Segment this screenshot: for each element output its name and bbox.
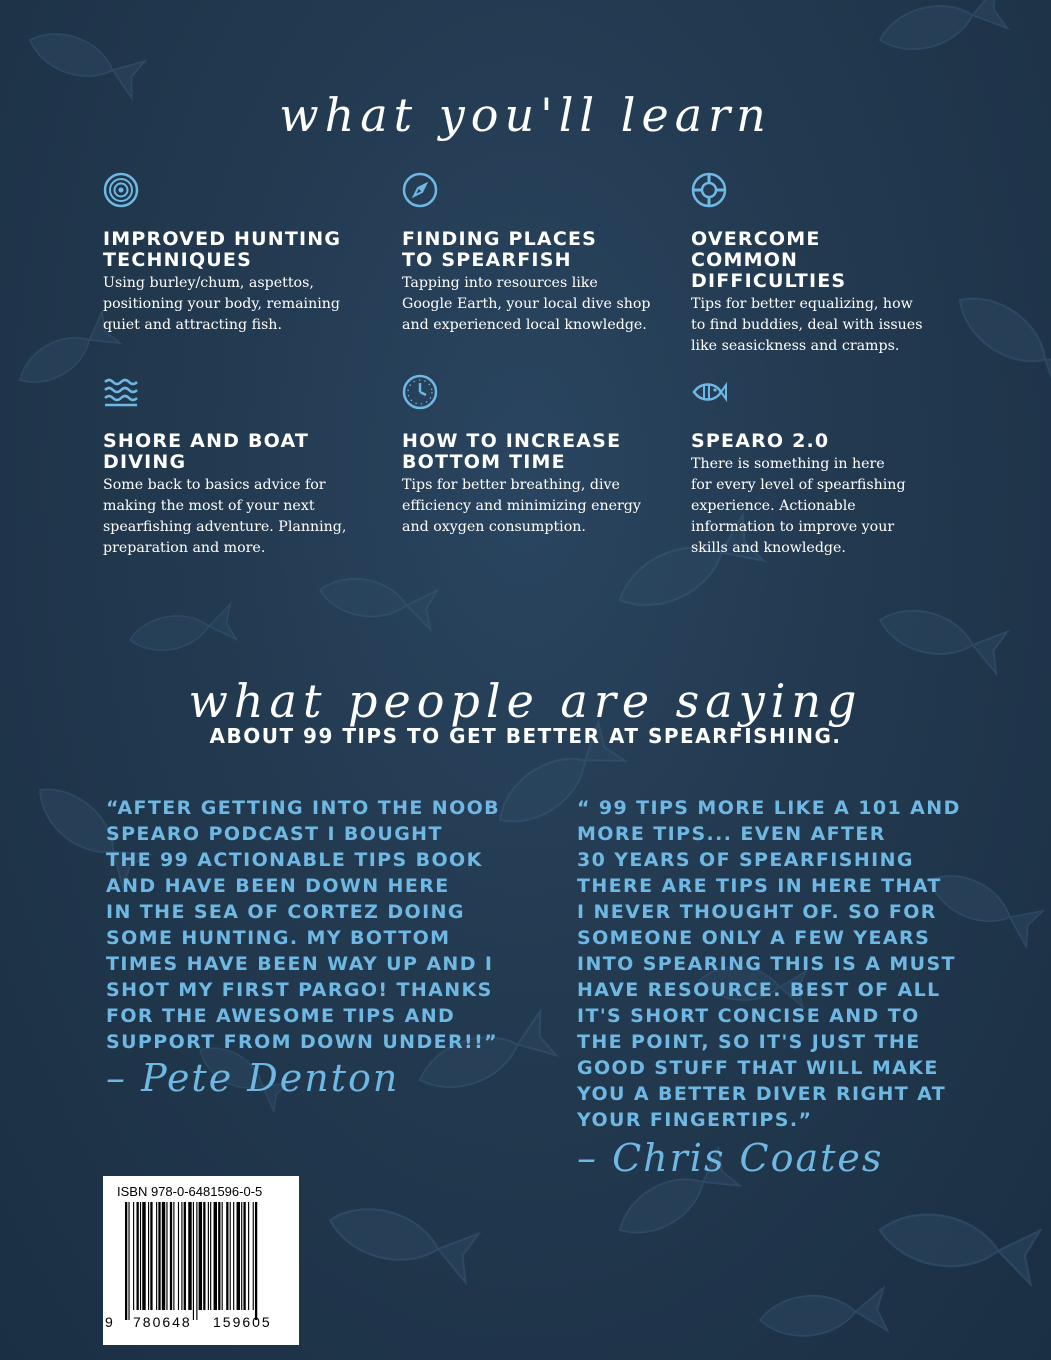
barcode-bar: [184, 1202, 186, 1310]
feature-finding-places: [402, 172, 667, 336]
feature-spearo-2: [691, 374, 956, 559]
what-people-are-saying-heading: what people are saying: [188, 674, 863, 728]
testimonial-author-pete: – Pete Denton: [106, 1056, 400, 1100]
barcode-bar: [241, 1202, 242, 1310]
barcode-bar: [243, 1202, 245, 1310]
barcode-bar: [196, 1202, 197, 1320]
feature-description: Using burley/chum, aspettos, positioning your body, remaining quiet and attracting fish.: [103, 275, 340, 333]
barcode-bar: [226, 1202, 228, 1310]
barcode-bar: [148, 1202, 149, 1310]
feature-improved-hunting: [103, 172, 368, 336]
barcode-bar: [150, 1202, 152, 1310]
barcode-bar: [142, 1202, 145, 1310]
feature-title: SPEARO 2.0: [691, 430, 830, 452]
feature-overcome-difficulties: [691, 172, 956, 357]
fish-icon: [691, 374, 727, 410]
barcode-bars: [111, 1202, 293, 1320]
barcode-bar: [170, 1202, 172, 1310]
feature-shore-and-boat-diving: [103, 374, 368, 559]
isbn-number: ISBN 978-0-6481596-0-5: [117, 1184, 263, 1199]
feature-title: SHORE AND BOAT DIVING: [103, 430, 310, 473]
testimonial-author-chris: – Chris Coates: [577, 1136, 884, 1180]
feature-title: OVERCOME COMMON DIFFICULTIES: [691, 228, 847, 292]
barcode-bar: [203, 1202, 205, 1310]
barcode-bar: [128, 1202, 129, 1320]
isbn-barcode: [103, 1176, 299, 1345]
barcode-bar: [137, 1202, 139, 1310]
barcode-bar: [140, 1202, 141, 1310]
barcode-bar: [218, 1202, 220, 1310]
barcode-bar: [178, 1202, 179, 1310]
feature-description: Some back to basics advice for making the most of your next spearfishing adventure. Planning, preparation and more.: [103, 477, 347, 556]
barcode-bar: [193, 1202, 194, 1320]
barcode-bar: [255, 1202, 257, 1320]
barcode-bar: [210, 1202, 211, 1310]
feature-description: There is something in here for every level of spearfishing experience. Actionable information to improve your skills and knowledge.: [691, 456, 906, 556]
barcode-bar: [237, 1202, 240, 1310]
barcode-bar: [222, 1202, 223, 1310]
what-youll-learn-heading: what you'll learn: [279, 88, 772, 142]
testimonials-subheading: ABOUT 99 TIPS TO GET BETTER AT SPEARFISHING.: [209, 724, 842, 748]
testimonial-quote-chris: “ 99 TIPS MORE LIKE A 101 AND MORE TIPS... EVEN AFTER 30 YEARS OF SPEARFISHING THERE ARE TIPS IN HERE THAT I NEVER THOUGHT OF. SO FOR SOMEONE ONLY A FEW YEARS INTO SPEARING THIS IS A MUST HAVE RESOURCE. BEST OF ALL IT'S SHORT CONCISE AND TO THE POINT, SO IT'S JUST THE GOOD STUFF THAT WILL MAKE YOU A BETTER DIVER RIGHT AT YOUR FINGERTIPS.”: [577, 797, 961, 1131]
barcode-digits-right: 159605: [213, 1314, 272, 1330]
feature-description: Tips for better breathing, dive efficiency and minimizing energy and oxygen consumption.: [402, 477, 641, 535]
barcode-bar: [233, 1202, 234, 1310]
barcode-bar: [173, 1202, 174, 1310]
barcode-bar: [208, 1202, 209, 1310]
barcode-bar: [230, 1202, 231, 1310]
feature-description: Tapping into resources like Google Earth, your local dive shop and experienced local knowledge.: [402, 275, 651, 333]
clock-icon: [402, 374, 438, 410]
testimonial-quote-pete: “AFTER GETTING INTO THE NOOB SPEARO PODCAST I BOUGHT THE 99 ACTIONABLE TIPS BOOK AND HAVE BEEN DOWN HERE IN THE SEA OF CORTEZ DOING SOME HUNTING. MY BOTTOM TIMES HAVE BEEN WAY UP AND I SHOT MY FIRST PARGO! THANKS FOR THE AWESOME TIPS AND SUPPORT FROM DOWN UNDER!!”: [106, 797, 501, 1053]
target-icon: [103, 172, 139, 208]
lifebuoy-icon: [691, 172, 727, 208]
feature-description: Tips for better equalizing, how to find buddies, deal with issues like seasickness and cramps.: [691, 296, 923, 354]
feature-title: FINDING PLACES TO SPEARFISH: [402, 228, 598, 271]
barcode-bar: [188, 1202, 191, 1310]
feature-title: HOW TO INCREASE BOTTOM TIME: [402, 430, 622, 473]
barcode-bar: [125, 1202, 127, 1320]
barcode-bar: [253, 1202, 254, 1310]
barcode-digit-first: 9: [105, 1314, 115, 1330]
barcode-bar: [162, 1202, 165, 1310]
feature-title: IMPROVED HUNTING TECHNIQUES: [103, 228, 342, 271]
barcode-bar: [181, 1202, 182, 1310]
barcode-bar: [248, 1202, 249, 1310]
barcode-bar: [166, 1202, 167, 1310]
barcode-digits-left: 780648: [133, 1314, 192, 1330]
feature-increase-bottom-time: [402, 374, 667, 538]
barcode-bar: [199, 1202, 202, 1310]
barcode-bar: [158, 1202, 160, 1310]
compass-icon: [402, 172, 438, 208]
waves-icon: [103, 374, 139, 410]
barcode-bar: [133, 1202, 134, 1310]
barcode-bar: [214, 1202, 217, 1310]
barcode-bar: [156, 1202, 157, 1310]
